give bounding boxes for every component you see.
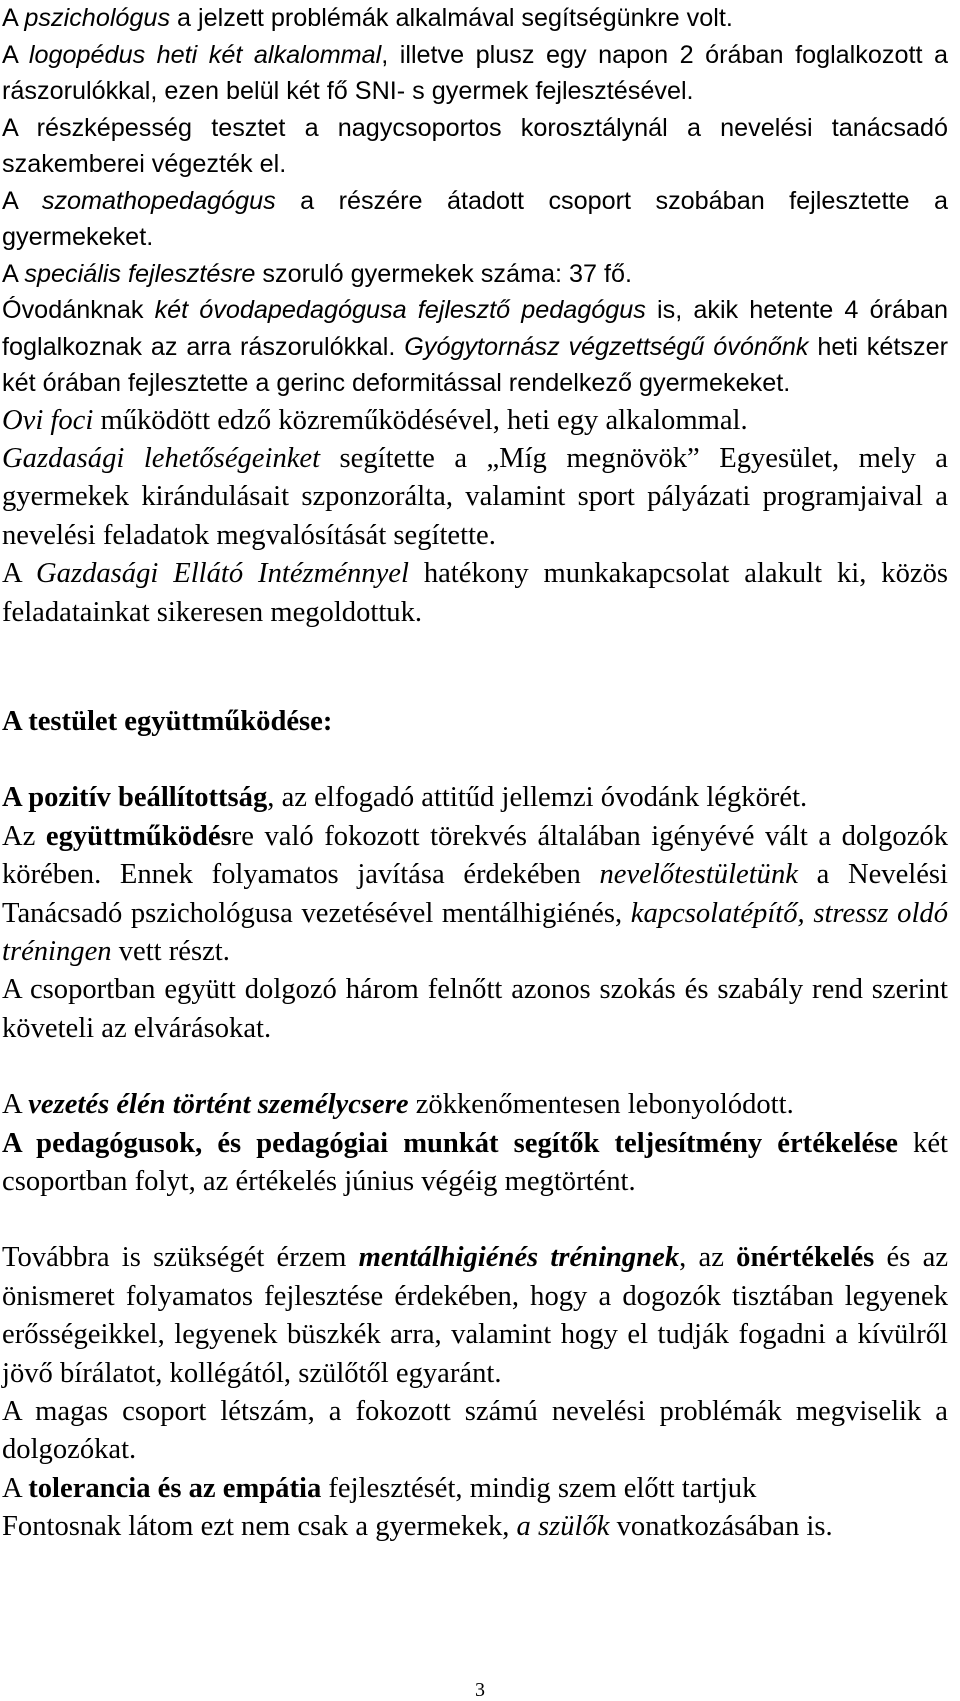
paragraph-leadership-change: A vezetés élén történt személycsere zökkenőmentesen lebonyolódott. [2,1089,794,1121]
paragraph-group-rules: A csoportban együtt dolgozó három felnőtt azonos szokás és szabály rend szerint követeli az elvárásokat. [2,974,948,1044]
spacer [2,1048,948,1086]
paragraph-ability-test: A részképesség tesztet a nagycsoportos korosztálynál a nevelési tanácsadó szakemberei végezték el. [2,113,948,178]
paragraph-cooperation: Az együttműködésre való fokozott törekvés általában igényévé vált a dolgozók körében. Ennek folyamatos javítása érdekében nevelőtestületünk a Nevelési Tanácsadó pszichológusa vezetésével mentálhigiénés, kapcsolatépítő, stressz oldó tréningen vett részt. [2,820,949,967]
paragraph-association: Gazdasági lehetőségeinket segítette a „Míg megnövök” Egyesület, mely a gyermekek kirándulásait szponzorálta, valamint sport pályázati programjaival a nevelési feladatok megvalósítását segítette. [2,442,948,551]
paragraph-economic-institution: A Gazdasági Ellátó Intézménnyel hatékony munkakapcsolat alakult ki, közös feladatainkat sikeresen megoldottuk. [2,558,948,628]
paragraph-mental-hygiene: Továbbra is szükségét érzem mentálhigiénés tréningnek, az önértékelés és az önismeret folyamatos fejlesztése érdekében, hogy a dogozók tisztában legyenek erősségeikkel, legyenek büszkék arra, valamint hogy el tudják fogadni a kívülről jövő bírálatot, kollégától, szülőtől egyaránt. [2,1242,949,1389]
paragraph-parents: Fontosnak látom ezt nem csak a gyermekek, a szülők vonatkozásában is. [2,1511,833,1543]
spacer [2,741,948,779]
spacer [2,1201,948,1239]
page-number: 3 [475,1679,485,1701]
paragraph-somatopedagogue: A szomathopedagógus a részére átadott csoport szobában fejlesztette a gyermekeket. [2,186,948,251]
paragraph-special-needs-count: A speciális fejlesztésre szoruló gyermekek száma: 37 fő. [2,259,632,288]
paragraph-tolerance: A tolerancia és az empátia fejlesztését, mindig szem előtt tartjuk [2,1472,757,1504]
paragraph-speech-therapist: A logopédus heti két alkalommal, illetve plusz egy napon 2 órában foglalkozott a rászorulókkal, ezen belül két fő SNI- s gyermek fejlesztésével. [2,40,948,105]
section-heading: A testület együttműködése: [2,705,333,737]
paragraph-psychologist: A pszichológus a jelzett problémák alkalmával segítségünkre volt. [2,4,733,32]
paragraph-group-size: A magas csoport létszám, a fokozott számú nevelési problémák megviselik a dolgozókat. [2,1396,948,1466]
section-staff-cooperation [2,741,948,1546]
paragraph-positive-attitude: A pozitív beállítottság, az elfogadó attitűd jellemzi óvodánk légkörét. [2,782,808,814]
paragraph-kids-football: Ovi foci működött edző közreműködésével, heti egy alkalommal. [2,404,748,436]
section-specialists [2,0,948,402]
paragraph-performance-evaluation: A pedagógusok, és pedagógiai munkát segítők teljesítmény értékelése két csoportban folyt, az értékelés június végéig megtörtént. [2,1127,948,1197]
section-partners [2,402,948,632]
paragraph-developer-teachers: Óvodánknak két óvodapedagógusa fejlesztő pedagógus is, akik hetente 4 órában foglalkoznak az arra rászorulókkal. Gyógytornász végzettségű óvónőnk heti kétszer két órában fejlesztette a gerinc deformitással rendelkező gyermekeket. [2,296,948,397]
